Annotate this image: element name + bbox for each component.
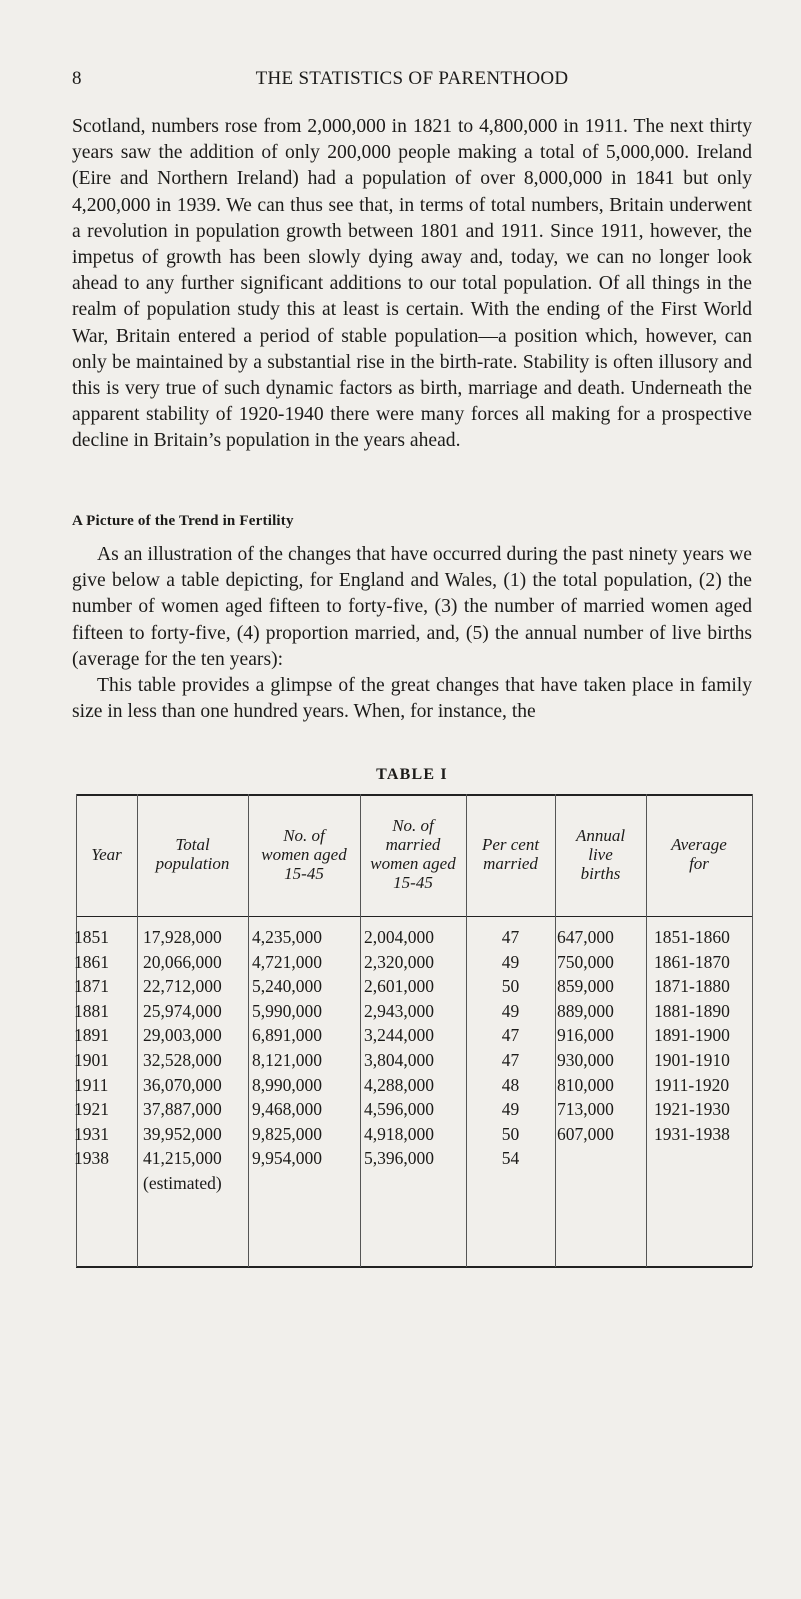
column-header-line: live (588, 844, 613, 864)
table-cell: 5,240,000 (252, 976, 322, 997)
table-cell: 8,121,000 (252, 1050, 322, 1070)
table-cell: 36,070,000 (143, 1074, 222, 1095)
table-header-rule (76, 916, 752, 917)
table-cell: 1938 (74, 1148, 109, 1169)
column-header-line: married (483, 854, 538, 873)
table-cell: 54 (501, 1148, 520, 1169)
column-header (360, 816, 466, 892)
table-cell: 5,990,000 (252, 1000, 322, 1021)
table-cell: 17,928,000 (143, 927, 222, 947)
table-cell: 20,066,000 (143, 951, 222, 972)
table-cell: 39,952,000 (143, 1123, 222, 1144)
table-cell: 9,468,000 (252, 1099, 322, 1120)
table-cell: 50 (501, 1123, 520, 1144)
column-header-line: No. of (392, 816, 434, 835)
table-cell: 889,000 (557, 1000, 614, 1021)
column-header-line: Year (91, 844, 122, 864)
table-cell: 49 (501, 951, 520, 972)
column-header-line: Annual (575, 825, 626, 845)
column-header-line: women aged (261, 844, 347, 864)
column-header-line: Average (671, 835, 727, 854)
table-cell: 2,004,000 (364, 927, 434, 947)
table-cell: 2,943,000 (364, 1000, 434, 1021)
table-cell: 9,954,000 (252, 1148, 322, 1169)
table-cell: 22,712,000 (143, 976, 222, 997)
table-cell: 8,990,000 (252, 1074, 322, 1095)
table-cell: 859,000 (557, 976, 614, 997)
population-table (76, 794, 752, 1599)
table-cell: 1851 (74, 927, 109, 947)
estimated-note: (estimated) (143, 1173, 222, 1193)
table-cell: 713,000 (557, 1099, 614, 1120)
table-cell: 810,000 (557, 1074, 614, 1095)
table-cell: 916,000 (557, 1025, 614, 1046)
table-cell: 50 (501, 976, 520, 997)
table-cell: 1881-1890 (654, 1000, 730, 1021)
column-divider (752, 794, 753, 1267)
page-number: 8 (72, 68, 82, 89)
table-cell: 9,825,000 (252, 1123, 322, 1144)
table-cell: 1861 (74, 951, 109, 972)
table-cell: 1911 (74, 1074, 109, 1095)
table-cell: 1871 (74, 976, 109, 997)
table-cell: 2,320,000 (364, 951, 434, 972)
table-cell: 1871-1880 (654, 976, 730, 997)
table-cell: 1881 (74, 1000, 109, 1021)
column-header (137, 835, 248, 873)
section-subheading: A Picture of the Trend in Fertility (72, 513, 294, 529)
table-cell: 48 (501, 1074, 520, 1095)
table-cell: 1851-1860 (654, 927, 730, 947)
table-cell: 4,918,000 (364, 1123, 434, 1144)
table-cell: 1901 (74, 1050, 109, 1070)
column-header-line: women aged (370, 854, 456, 873)
table-cell: 2,601,000 (364, 976, 434, 997)
paragraph-text: This table provides a glimpse of the great changes that have taken place in family size in less than one hundred years. When, for instance, the (72, 675, 752, 723)
column-header-line: births (580, 863, 621, 883)
table-cell: 1931-1938 (654, 1123, 730, 1144)
table-cell: 647,000 (557, 927, 614, 947)
page-header (72, 68, 752, 98)
column-header (76, 845, 137, 864)
table-cell: 4,235,000 (252, 927, 322, 947)
column-header-line: married (385, 835, 441, 854)
column-header-line: 15-45 (284, 863, 324, 883)
column-header-line: No. of (283, 825, 325, 845)
table-cell: 47 (501, 927, 520, 947)
table-cell: 6,891,000 (252, 1025, 322, 1046)
table-cell: 49 (501, 1099, 520, 1120)
table-title: TABLE I (376, 766, 448, 783)
table-cell: 1891 (74, 1025, 109, 1046)
table-cell: 750,000 (557, 951, 614, 972)
column-header-line: Per cent (481, 835, 540, 854)
column-header-line: Total (175, 835, 210, 854)
table-cell: 1921 (74, 1099, 109, 1120)
table-cell: 3,804,000 (364, 1050, 434, 1070)
table-cell: 47 (501, 1050, 520, 1070)
column-header (555, 826, 646, 883)
paragraph-text: Scotland, numbers rose from 2,000,000 in 1821 to 4,800,000 in 1911. The next thirty years saw the addition of only 200,000 people making a total of 5,000,000. Ireland (Eire and Northern Ireland) had a population of over 8,000,000 in 1841 but only 4,200,000 in 1939. We can thus see that, in terms of total numbers, Britain underwent a revolution in population growth between 1801 and 1911. Since 1911, however, the impetus of growth has been slowly dying away and, today, we can no longer look ahead to any further significant additions to our total population. Of all things in the realm of population study this at least is certain. With the ending of the First World War, Britain entered a period of stable population—a position which, however, can only be maintained by a substantial rise in the birth-rate. Stability is often illusory and this is very true of such dynamic factors as birth, marriage and death. Underneath the apparent stability of 1920-1940 there were many forces all making for a prospective decline in Britain’s population in the years ahead. (72, 116, 752, 452)
table-cell: 1921-1930 (654, 1099, 730, 1120)
table-cell: 4,596,000 (364, 1099, 434, 1120)
paragraph-text: As an illustration of the changes that have occurred during the past ninety years we give below a table depicting, for England and Wales, (1) the total population, (2) the number of women aged fifteen to forty-five, (3) the number of married women aged fifteen to forty-five, (4) proportion married, and, (5) the annual number of live births (average for the ten years): (72, 544, 752, 670)
body-paragraph-1 (72, 114, 752, 455)
column-header (466, 835, 555, 873)
running-title: THE STATISTICS OF PARENTHOOD (255, 68, 569, 89)
table-cell: 930,000 (557, 1050, 614, 1070)
table-cell: 41,215,000 (143, 1148, 222, 1169)
table-cell: 1901-1910 (654, 1050, 730, 1070)
table-cell: 3,244,000 (364, 1025, 434, 1046)
table-cell: 37,887,000 (143, 1099, 222, 1120)
table-cell: 47 (501, 1025, 520, 1046)
table-cell: 32,528,000 (143, 1050, 222, 1070)
column-header (248, 826, 360, 883)
column-header-line: 15-45 (393, 873, 433, 892)
table-cell: 1891-1900 (654, 1025, 730, 1046)
table-cell: 1931 (74, 1123, 109, 1144)
table-cell: 5,396,000 (364, 1148, 434, 1169)
table-cell: 1861-1870 (654, 951, 730, 972)
column-header-line: population (155, 854, 230, 873)
table-cell: 4,288,000 (364, 1074, 434, 1095)
table-cell: 25,974,000 (143, 1000, 222, 1021)
table-cell: 4,721,000 (252, 951, 322, 972)
table-cell: 29,003,000 (143, 1025, 222, 1046)
table-cell: 607,000 (557, 1123, 614, 1144)
table-top-rule (76, 794, 752, 796)
table-bottom-rule (76, 1266, 752, 1268)
column-header (646, 835, 752, 873)
column-header-line: for (689, 854, 709, 873)
table-cell: 49 (501, 1000, 520, 1021)
table-cell: 1911-1920 (654, 1074, 730, 1095)
body-paragraph-2 (72, 542, 752, 725)
